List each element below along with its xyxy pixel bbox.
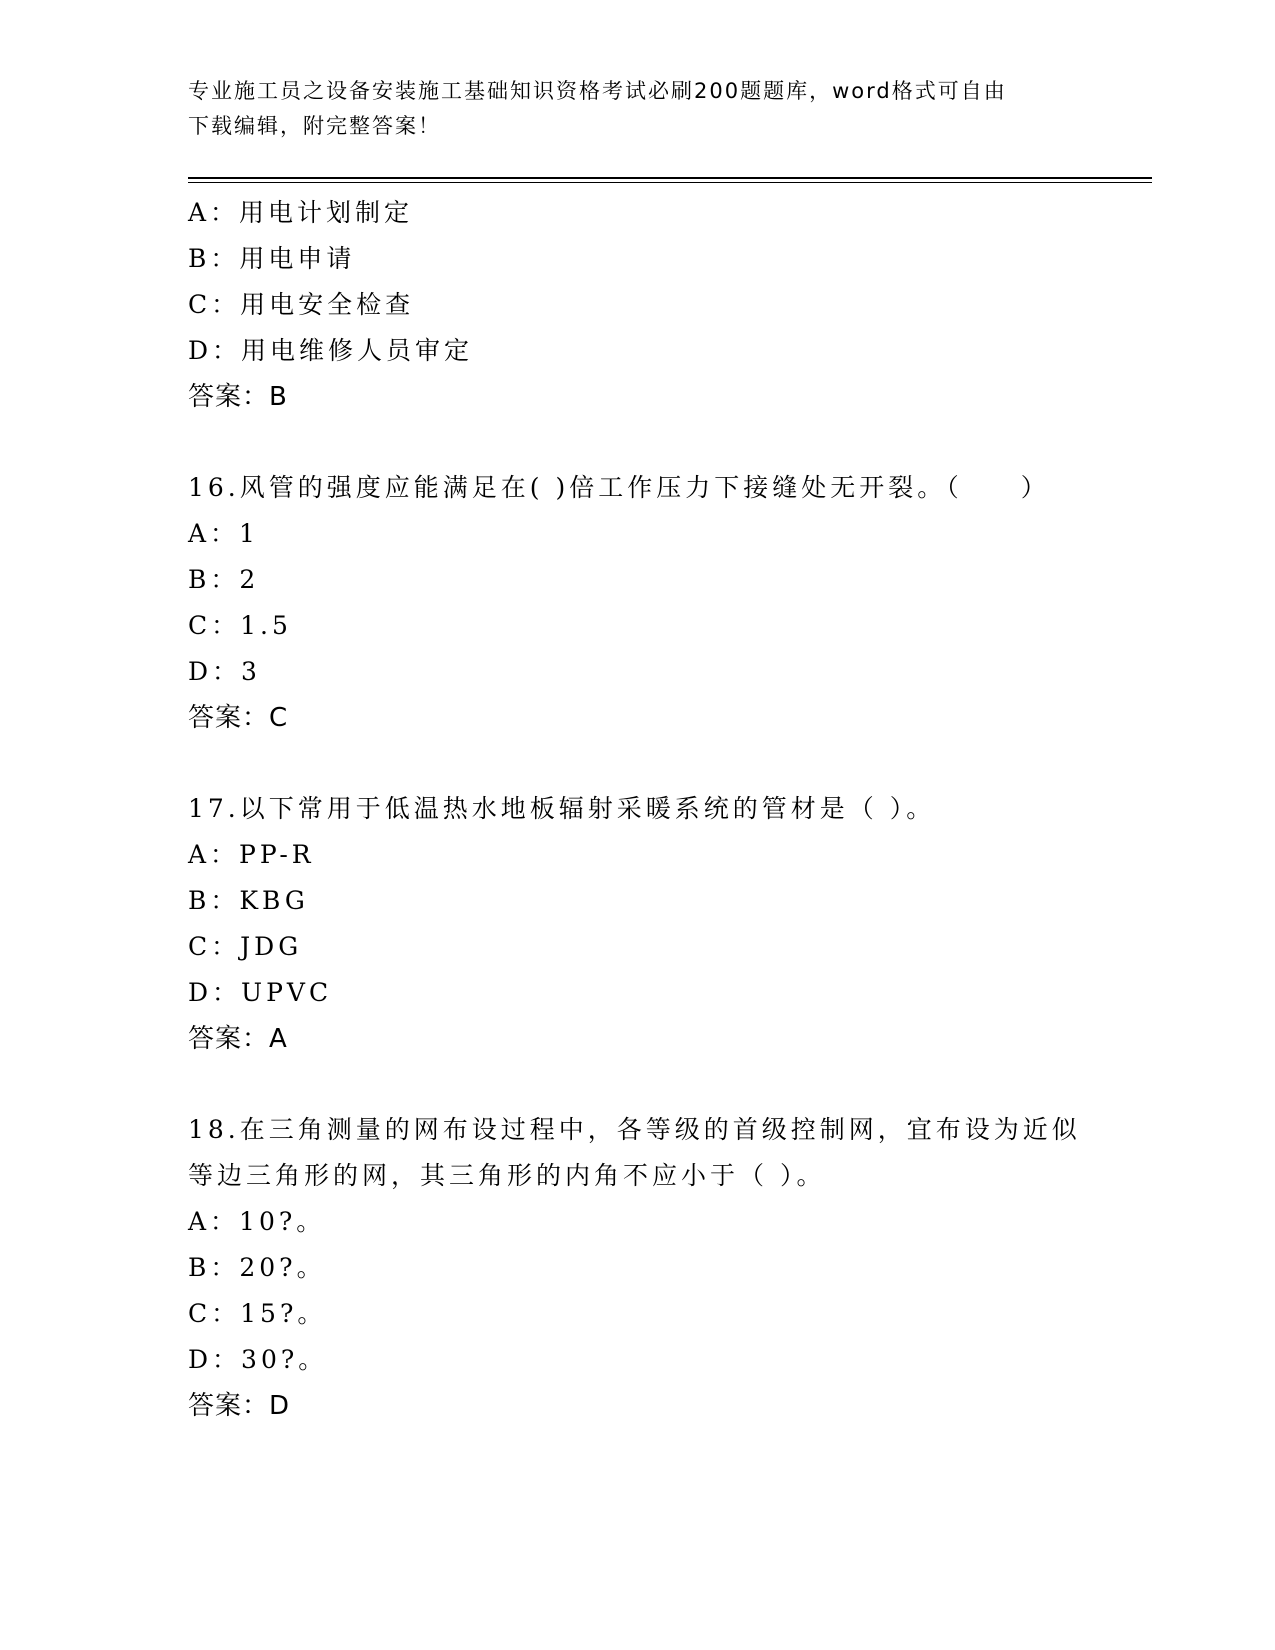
option-c: C：JDG	[188, 932, 303, 961]
option-d: D：3	[188, 657, 261, 686]
option-b: B：KBG	[188, 886, 309, 915]
header-line-2: 下载编辑，附完整答案！	[188, 114, 441, 138]
answer-line: 答案：A	[188, 1024, 288, 1054]
spacer	[188, 420, 1088, 465]
option-d: D：用电维修人员审定	[188, 336, 474, 365]
option-a: A：用电计划制定	[188, 198, 414, 227]
question-list	[188, 190, 1088, 1429]
option-c: C：用电安全检查	[188, 290, 415, 319]
answer-line: 答案：C	[188, 703, 289, 733]
option-d: D：UPVC	[188, 978, 333, 1007]
option-b: B：2	[188, 565, 260, 594]
option-b: B：用电申请	[188, 244, 356, 273]
question-text: 16.风管的强度应能满足在( )倍工作压力下接缝处无开裂。（ ）	[188, 473, 1050, 502]
option-c: C：15?。	[188, 1299, 327, 1328]
question-block-16	[188, 465, 1088, 741]
option-a: A：10?。	[188, 1207, 326, 1236]
spacer	[188, 1062, 1088, 1107]
option-d: D：30?。	[188, 1345, 328, 1374]
question-text: 17.以下常用于低温热水地板辐射采暖系统的管材是（ ）。	[188, 794, 936, 823]
answer-line: 答案：D	[188, 1391, 291, 1421]
header-line-1: 专业施工员之设备安装施工基础知识资格考试必刷200题题库，word格式可自由	[188, 79, 1007, 103]
question-text-line-1: 18.在三角测量的网布设过程中，各等级的首级控制网，宜布设为近似	[188, 1115, 1081, 1144]
header-divider	[188, 177, 1152, 183]
option-a: A：1	[188, 519, 259, 548]
option-b: B：20?。	[188, 1253, 326, 1282]
document-header	[188, 74, 1068, 144]
question-block-18	[188, 1107, 1088, 1429]
answer-line: 答案：B	[188, 382, 288, 412]
question-block-15	[188, 190, 1088, 420]
question-text-line-2: 等边三角形的网，其三角形的内角不应小于（ ）。	[188, 1161, 826, 1190]
option-a: A：PP-R	[188, 840, 315, 869]
option-c: C：1.5	[188, 611, 292, 640]
spacer	[188, 741, 1088, 786]
question-block-17	[188, 786, 1088, 1062]
